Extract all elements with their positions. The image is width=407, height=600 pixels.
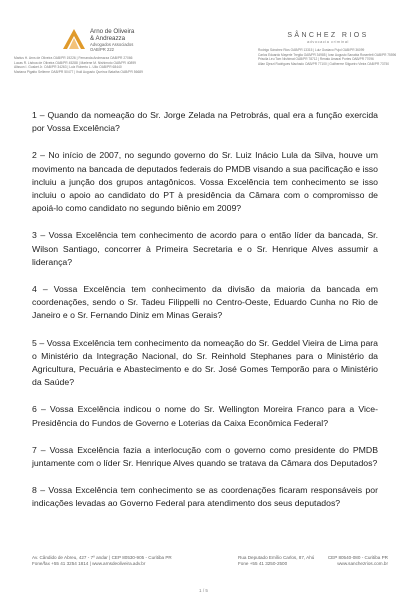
firm-logo-block	[62, 28, 204, 52]
question-6: 6 – Vossa Excelência indicou o nome do Sr. Wellington Moreira Franco para a Vice-Presidência do Fundos de Governo e Loterias da Caixa Econômica Federal?	[32, 404, 378, 428]
question-2: 2 – No início de 2007, no segundo governo do Sr. Luiz Inácio Lula da Silva, houve um movimento na bancada de deputados federais do PMDB visando a sua pacificação e isso incluiu a junção dos grupos antagônicos. Vossa Excelência tem conhecimento se isso incluiu o apoio ao candidato do PT à presidência da Câmara com o compromisso de apoiá-lo como candidato no segundo biênio em 2009?	[32, 150, 378, 214]
footer-phone: Fone +55 41 3250-2500	[238, 561, 288, 567]
footer-address: Av. Cândido de Abreu, 427 - 7º andar | CEP 80530-905 - Curitiba PR	[32, 555, 172, 560]
question-5: 5 – Vossa Excelência tem conhecimento da nomeação do Sr. Geddel Vieira de Lima para o Ministério da Integração Nacional, do Sr. Reinhold Stephanes para o Ministério da Agricultura, Pecuária e Abastecimento e do Sr. José Gomes Temporão para o Ministério da Saúde?	[32, 337, 378, 388]
question-list	[32, 109, 378, 525]
page-number: 1 / 5	[199, 588, 208, 593]
letterhead-arns-oliveira	[14, 28, 204, 74]
question-3: 3 – Vossa Excelência tem conhecimento de acordo para o então líder da bancada, Sr. Wilson Santiago, concorrer à Primeira Secretaria e o Sr. Henrique Alves assumir a liderança?	[32, 230, 378, 267]
question-7: 7 – Vossa Excelência fazia a interlocução com o governo como presidente do PMDB juntamente com o líder Sr. Henrique Alves quando se tratava da Câmara dos Deputados?	[32, 444, 378, 469]
question-1: 1 – Quando da nomeação do Sr. Jorge Zelada na Petrobrás, qual era a função exercida por Vossa Excelência?	[32, 110, 378, 134]
firm-title: SÂNCHEZ RIOS	[287, 32, 369, 39]
footer-postcode: CEP 80540-080 - Curitiba PR	[327, 555, 388, 560]
lawyer-line: Alisson I. Gusket Jr. OAB/PR 34263 | Luiz Roberto L. Ulio OAB/PR 68440	[14, 65, 122, 70]
firm-subtitle-line-2: OAB/PR 222	[90, 47, 114, 52]
footer-website: www.sanchezrios.com.br	[337, 561, 388, 567]
footer-contact: Fone/fax +55 41 3254 1814 | www.arnsdeoliveira.adv.br	[32, 561, 146, 567]
footer-right-address	[238, 555, 388, 567]
question-4: 4 – Vossa Excelência tem conhecimento da divisão da maioria da bancada em coordenações, sendo o Sr. Tadeu Filippelli no Centro-Oeste, Eduardo Cunha no Rio de Janeiro e o Sr. Fernando Diniz em Minas Gerais?	[32, 284, 378, 321]
footer-street: Rua Deputado Emílio Carlos, 87, Ahú	[238, 555, 315, 560]
footer-left-address	[32, 555, 192, 567]
lawyer-list-right	[258, 48, 398, 66]
firm-name-line-1: Arno de Oliveira	[90, 28, 135, 35]
firm-subtitle-line-1: Advogados Associados	[90, 42, 134, 47]
lawyer-line: Carlos Eduardo Mayerle Treglia OAB/PR 34985 | Ivan Augusto Sanabia Rosenfelt OAB/PR 75596	[258, 52, 397, 57]
lawyer-list-left	[14, 56, 204, 74]
footer-row-contact	[238, 561, 388, 567]
lawyer-line: Lucas R. Lisboa de Oliveira OAB/PR 45288 | Marlene M. Nishimoto OAB/PR 40899	[14, 60, 136, 65]
lawyer-line: Marlus H. Arns de Oliveira OAB/PR 19226 | Fernanda Andreazza OAB/PR 27066	[14, 56, 133, 60]
firm-name-line-2: & Andreazza	[90, 35, 126, 42]
lawyer-line: Priscila Leu Tom Nishimat OAB/PR 78712 | Renato Amaral Portes OAB/PR 77096	[258, 57, 374, 62]
letterhead-sanchez-rios	[258, 32, 398, 66]
firm-logo-icon	[62, 28, 86, 50]
firm-name	[90, 28, 134, 52]
lawyer-line: Rodrigo Sánchez Rios OAB/PR 13315 | Luiz Gustavo Pujol OAB/PR 36099	[258, 48, 365, 52]
lawyer-line: Allan Djezzi Rodrigues Machado OAB/PR 77100 | Guilherme Silgueiro Vieira OAB/PR 73750	[258, 61, 389, 66]
lawyer-line: Mariana Pigatto Selleme OAB/PR 50477 | Ihuli Augusto Queiroz Batalha OAB/PR 56689	[14, 69, 143, 74]
firm-subtitle: advocacia criminal	[306, 40, 350, 44]
question-8: 8 – Vossa Excelência tem conhecimento se as coordenações ficaram responsáveis por indicações levadas ao Governo Federal para atendimento dos seus deputados?	[32, 485, 378, 509]
